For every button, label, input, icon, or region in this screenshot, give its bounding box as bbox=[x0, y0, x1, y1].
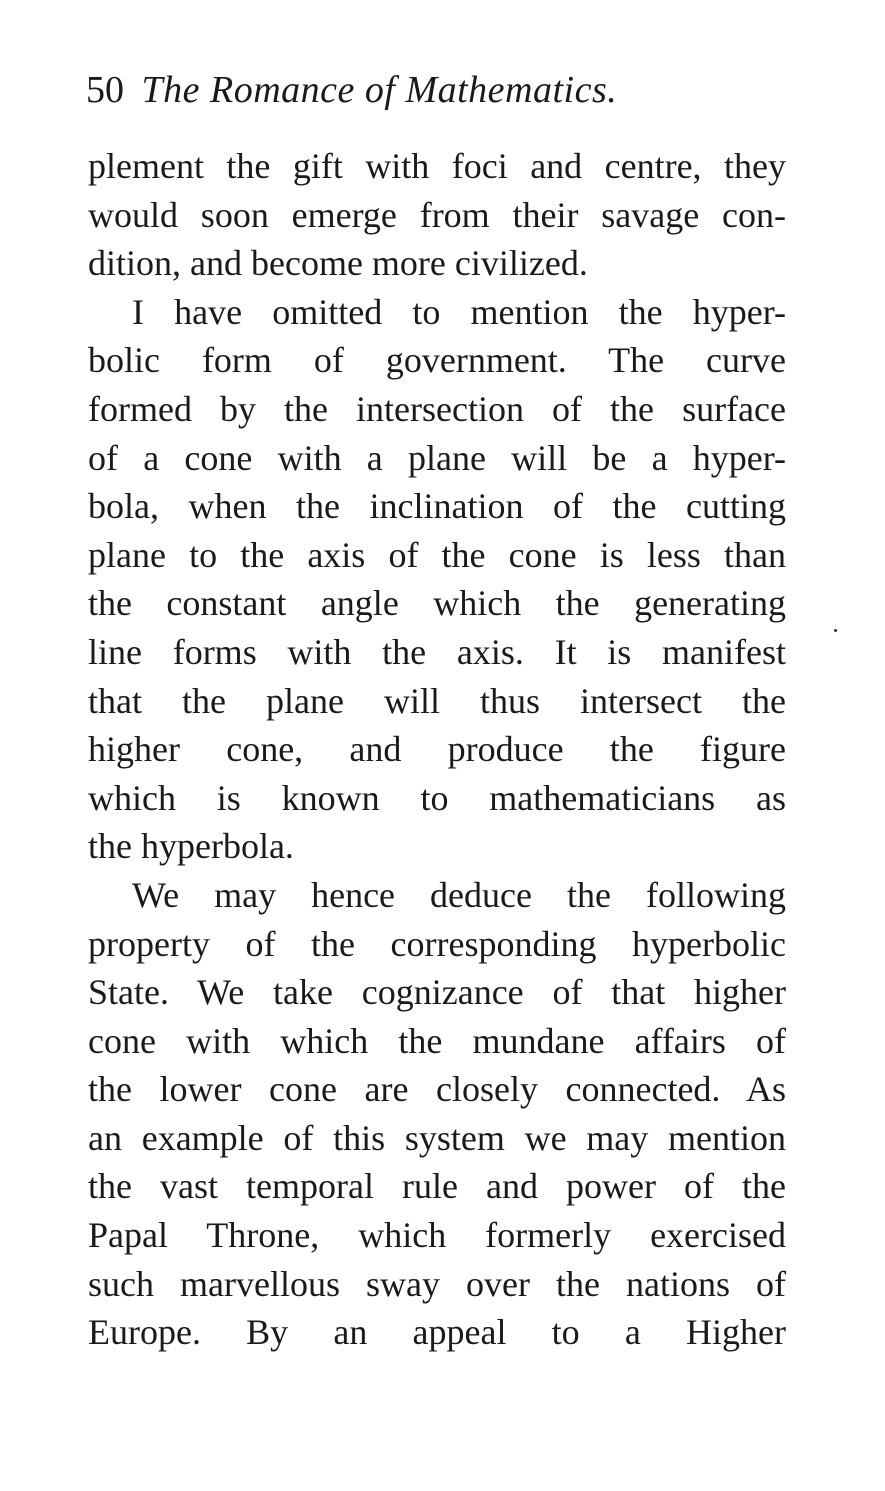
paragraph-start-line: I have omitted to mention the hyper- bbox=[132, 291, 786, 332]
text-line: would soon emerge from their savage con- bbox=[88, 194, 786, 235]
text-line: an example of this system we may mention bbox=[88, 1117, 786, 1158]
paragraph-start-line: We may hence deduce the following bbox=[132, 874, 786, 915]
text-line: property of the corresponding hyperbolic bbox=[88, 923, 786, 964]
running-head bbox=[86, 66, 786, 114]
margin-speck bbox=[834, 629, 837, 632]
text-line: such marvellous sway over the nations of bbox=[88, 1263, 786, 1304]
text-line: that the plane will thus intersect the bbox=[88, 680, 786, 721]
text-line: plane to the axis of the cone is less than bbox=[88, 534, 786, 575]
text-line: bola, when the inclination of the cutting bbox=[88, 486, 786, 527]
text-line: the hyperbola. bbox=[88, 826, 294, 867]
text-line: of a cone with a plane will be a hyper- bbox=[88, 437, 786, 478]
text-line: State. We take cognizance of that higher bbox=[88, 972, 786, 1013]
text-line: bolic form of government. The curve bbox=[88, 340, 786, 381]
page-number: 50 bbox=[86, 69, 124, 111]
text-line: the constant angle which the generating bbox=[88, 583, 786, 624]
text-line: Europe. By an appeal to a Higher bbox=[88, 1312, 786, 1353]
text-line: higher cone, and produce the figure bbox=[88, 729, 786, 770]
text-line: which is known to mathematicians as bbox=[88, 777, 786, 818]
text-line: dition, and become more civilized. bbox=[88, 243, 588, 284]
text-line: the lower cone are closely connected. As bbox=[88, 1069, 786, 1110]
body-text bbox=[88, 142, 786, 1357]
text-line: the vast temporal rule and power of the bbox=[88, 1166, 786, 1207]
text-line: cone with which the mundane affairs of bbox=[88, 1020, 786, 1061]
text-line: Papal Throne, which formerly exercised bbox=[88, 1215, 786, 1256]
text-line: formed by the intersection of the surface bbox=[88, 388, 786, 429]
text-line: plement the gift with foci and centre, they bbox=[88, 146, 786, 186]
text-line: line forms with the axis. It is manifest bbox=[88, 631, 786, 672]
book-title: The Romance of Mathematics. bbox=[141, 69, 618, 111]
